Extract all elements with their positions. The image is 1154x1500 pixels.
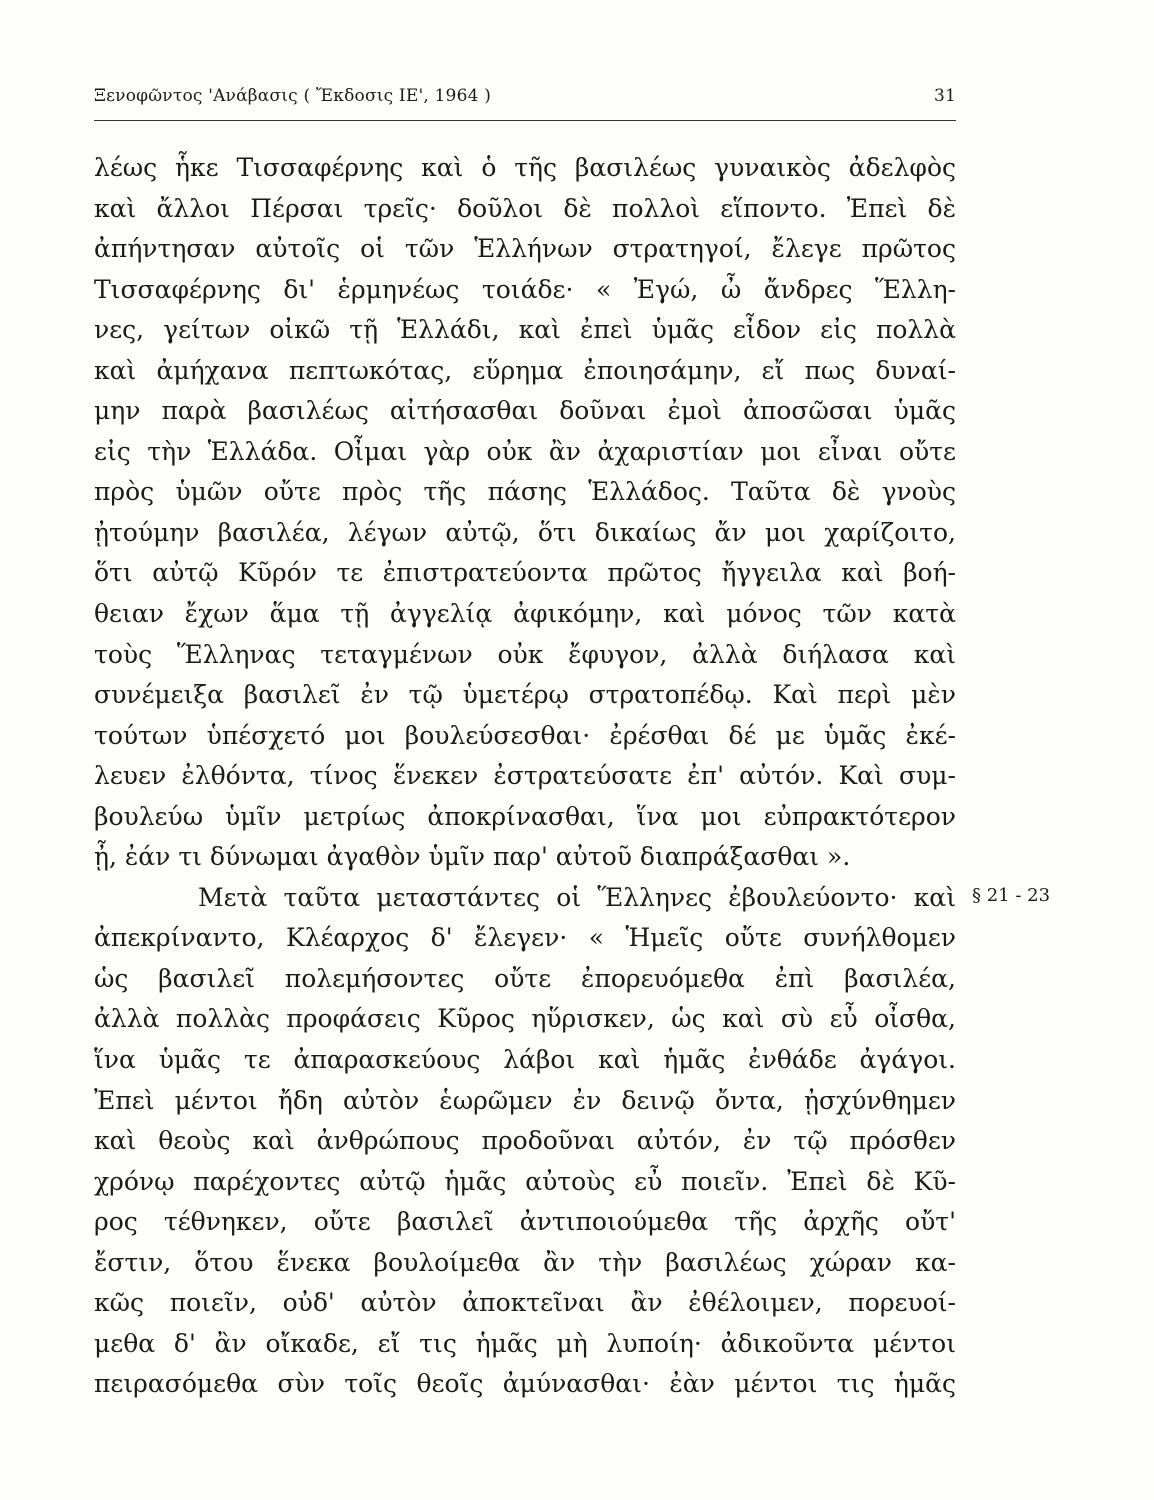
header-title: Ξενοφῶντος 'Ανάβασις ( Ἔκδοσις ΙΕ', 1964 ) [94,86,492,106]
text-line: τοὺς Ἕλληνας τεταγμένων οὐκ ἔφυγον, ἀλλὰ διήλασα καὶ [94,639,956,669]
text-line: ρος τέθνηκεν, οὔτε βασιλεῖ ἀντιποιούμεθα τῆς ἀρχῆς οὔτ' [94,1207,956,1237]
text-line: νες, γείτων οἰκῶ τῇ Ἑλλάδι, καὶ ἐπεὶ ὑμᾶς εἶδον εἰς πολλὰ [94,315,956,345]
section-margin-note: § 21 - 23 [972,885,1051,906]
text-line: ὡς βασιλεῖ πολεμήσοντες οὔτε ἐπορευόμεθα ἐπὶ βασιλέα, [94,963,956,993]
text-line: ὅτι αὐτῷ Κῦρόν τε ἐπιστρατεύοντα πρῶτος ἤγγειλα καὶ βοή- [94,558,956,588]
text-line: πρὸς ὑμῶν οὔτε πρὸς τῆς πάσης Ἑλλάδος. Ταῦτα δὲ γνοὺς [94,477,956,507]
text-line: ᾐτούμην βασιλέα, λέγων αὐτῷ, ὅτι δικαίως ἄν μοι χαρίζοιτο, [94,517,956,547]
text-line: εἰς τὴν Ἑλλάδα. Οἶμαι γὰρ οὐκ ἂν ἀχαριστίαν μοι εἶναι οὔτε [94,436,956,466]
text-line: πειρασόμεθα σὺν τοῖς θεοῖς ἀμύνασθαι· ἐὰν μέντοι τις ἡμᾶς [94,1369,956,1399]
text-line: ᾖ, ἐάν τι δύνωμαι ἀγαθὸν ὑμῖν παρ' αὐτοῦ διαπράξασθαι ». [94,842,851,872]
running-header [94,86,956,116]
text-line: καὶ ἀμήχανα πεπτωκότας, εὕρημα ἐποιησάμην, εἴ πως δυναί- [94,355,956,385]
text-line: κῶς ποιεῖν, οὐδ' αὐτὸν ἀποκτεῖναι ἂν ἐθέλοιμεν, πορευοί- [94,1288,956,1318]
page-number: 31 [933,86,956,106]
text-line: ἵνα ὑμᾶς τε ἀπαρασκεύους λάβοι καὶ ἡμᾶς ἐνθάδε ἀγάγοι. [94,1045,956,1075]
text-line: μην παρὰ βασιλέως αἰτήσασθαι δοῦναι ἐμοὶ ἀποσῶσαι ὑμᾶς [94,396,956,426]
text-line: ἔστιν, ὅτου ἕνεκα βουλοίμεθα ἂν τὴν βασιλέως χώραν κα- [94,1247,956,1277]
text-line: καὶ θεοὺς καὶ ἀνθρώπους προδοῦναι αὐτόν, ἐν τῷ πρόσθεν [94,1126,956,1156]
text-line: Τισσαφέρνης δι' ἑρμηνέως τοιάδε· « Ἐγώ, ὦ ἄνδρες Ἕλλη- [94,274,956,304]
text-line: καὶ ἄλλοι Πέρσαι τρεῖς· δοῦλοι δὲ πολλοὶ εἵποντο. Ἐπεὶ δὲ [94,193,956,223]
text-line: λευεν ἐλθόντα, τίνος ἕνεκεν ἐστρατεύσατε ἐπ' αὐτόν. Καὶ συμ- [94,761,956,791]
text-line: ἀπεκρίναντο, Κλέαρχος δ' ἔλεγεν· « Ἡμεῖς οὔτε συνήλθομεν [94,923,956,953]
text-line: ἀπήντησαν αὐτοῖς οἱ τῶν Ἑλλήνων στρατηγοί, ἔλεγε πρῶτος [94,234,956,264]
text-line: λέως ἧκε Τισσαφέρνης καὶ ὁ τῆς βασιλέως γυναικὸς ἀδελφὸς [94,153,956,182]
text-line: μεθα δ' ἂν οἴκαδε, εἴ τις ἡμᾶς μὴ λυποίη· ἀδικοῦντα μέντοι [94,1328,956,1358]
text-line: θειαν ἔχων ἅμα τῇ ἀγγελίᾳ ἀφικόμην, καὶ μόνος τῶν κατὰ [94,599,956,629]
text-line: τούτων ὑπέσχετό μοι βουλεύσεσθαι· ἐρέσθαι δέ με ὑμᾶς ἐκέ- [94,720,956,750]
text-line: ἀλλὰ πολλὰς προφάσεις Κῦρος ηὕρισκεν, ὡς καὶ σὺ εὖ οἶσθα, [94,1004,956,1034]
header-rule [94,120,956,121]
text-line: συνέμειξα βασιλεῖ ἐν τῷ ὑμετέρῳ στρατοπέδῳ. Καὶ περὶ μὲν [94,680,956,710]
text-line: Ἐπεὶ μέντοι ἤδη αὐτὸν ἑωρῶμεν ἐν δεινῷ ὄντα, ᾐσχύνθημεν [94,1085,956,1115]
text-line: χρόνῳ παρέχοντες αὐτῷ ἡμᾶς αὐτοὺς εὖ ποιεῖν. Ἐπεὶ δὲ Κῦ- [94,1166,956,1196]
body-text [94,148,956,1405]
text-line-paragraph-start: Μετὰ ταῦτα μεταστάντες οἱ Ἕλληνες ἐβουλεύοντο· καὶ [198,882,956,912]
text-line: βουλεύω ὑμῖν μετρίως ἀποκρίνασθαι, ἵνα μοι εὐπρακτότερον [94,801,956,831]
